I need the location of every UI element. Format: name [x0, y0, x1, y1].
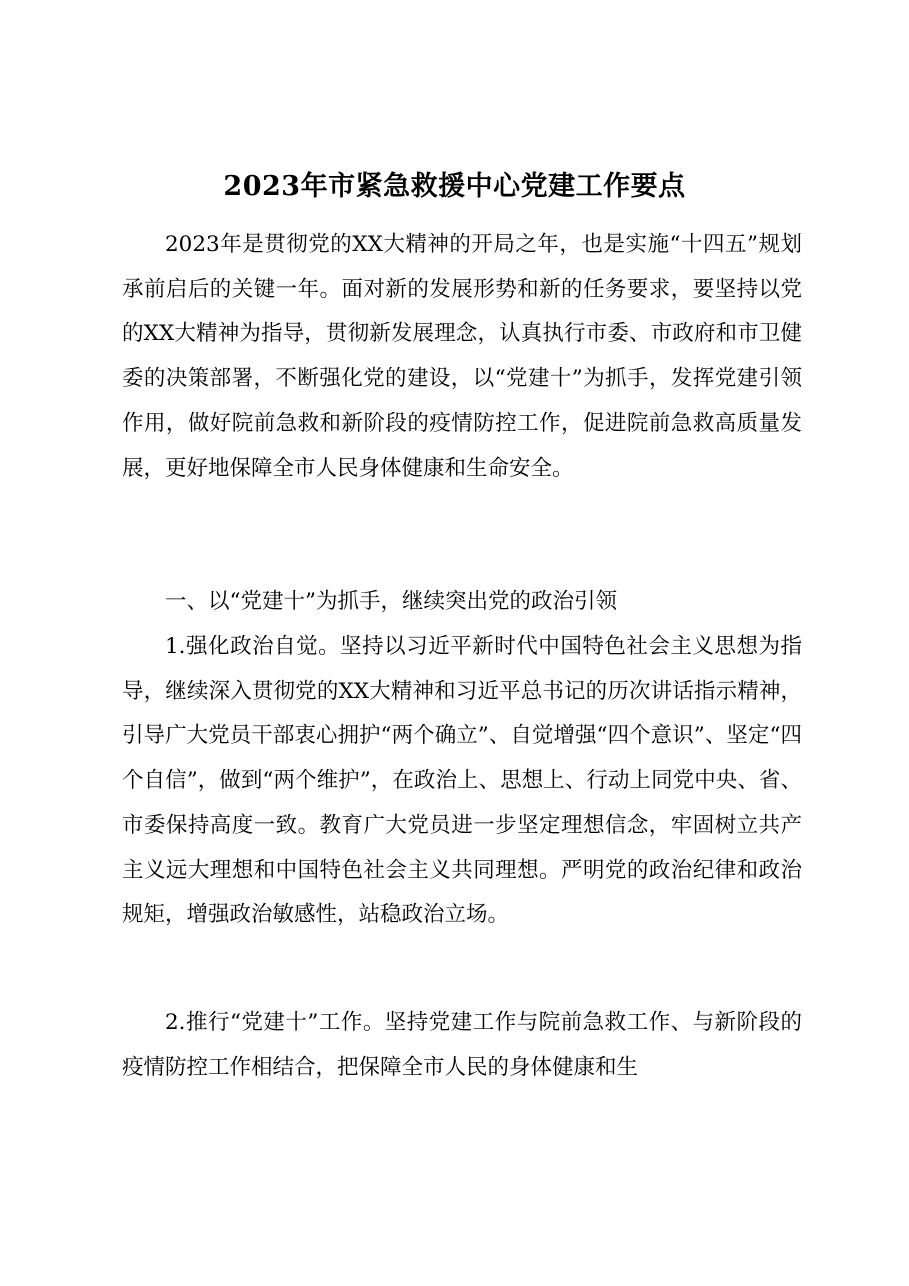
section-heading-1: 一、以“党建十”为抓手，继续突出党的政治引领 — [165, 589, 617, 614]
paragraph-item-1: 1.强化政治自觉。坚持以习近平新时代中国特色社会主义思想为指导，继续深入贯彻党的XX大精神和习近平总书记的历次讲话指示精神，引导广大党员干部衷心拥护“两个确立”、自觉增强“四个意识”、坚定“四个自信”，做到“两个维护”，在政治上、思想上、行动上同党中央、省、市委保持高度一致。教育广大党员进一步坚定理想信念，牢固树立共产主义远大理想和中国特色社会主义共同理想。严明党的政治纪律和政治规矩，增强政治敏感性，站稳政治立场。 — [122, 634, 802, 928]
paragraph-item-2: 2.推行“党建十”工作。坚持党建工作与院前急救工作、与新阶段的疫情防控工作相结合，把保障全市人民的身体健康和生 — [122, 1010, 802, 1080]
document-title: 2023年市紧急救援中心党建工作要点 — [223, 171, 686, 202]
paragraph-intro: 2023年是贯彻党的XX大精神的开局之年，也是实施“十四五”规划承前启后的关键一年。面对新的发展形势和新的任务要求，要坚持以党的XX大精神为指导，贯彻新发展理念，认真执行市委、市政府和市卫健委的决策部署，不断强化党的建设，以“党建十”为抓手，发挥党建引领作用，做好院前急救和新阶段的疫情防控工作，促进院前急救高质量发展，更好地保障全市人民身体健康和生命安全。 — [122, 232, 802, 481]
